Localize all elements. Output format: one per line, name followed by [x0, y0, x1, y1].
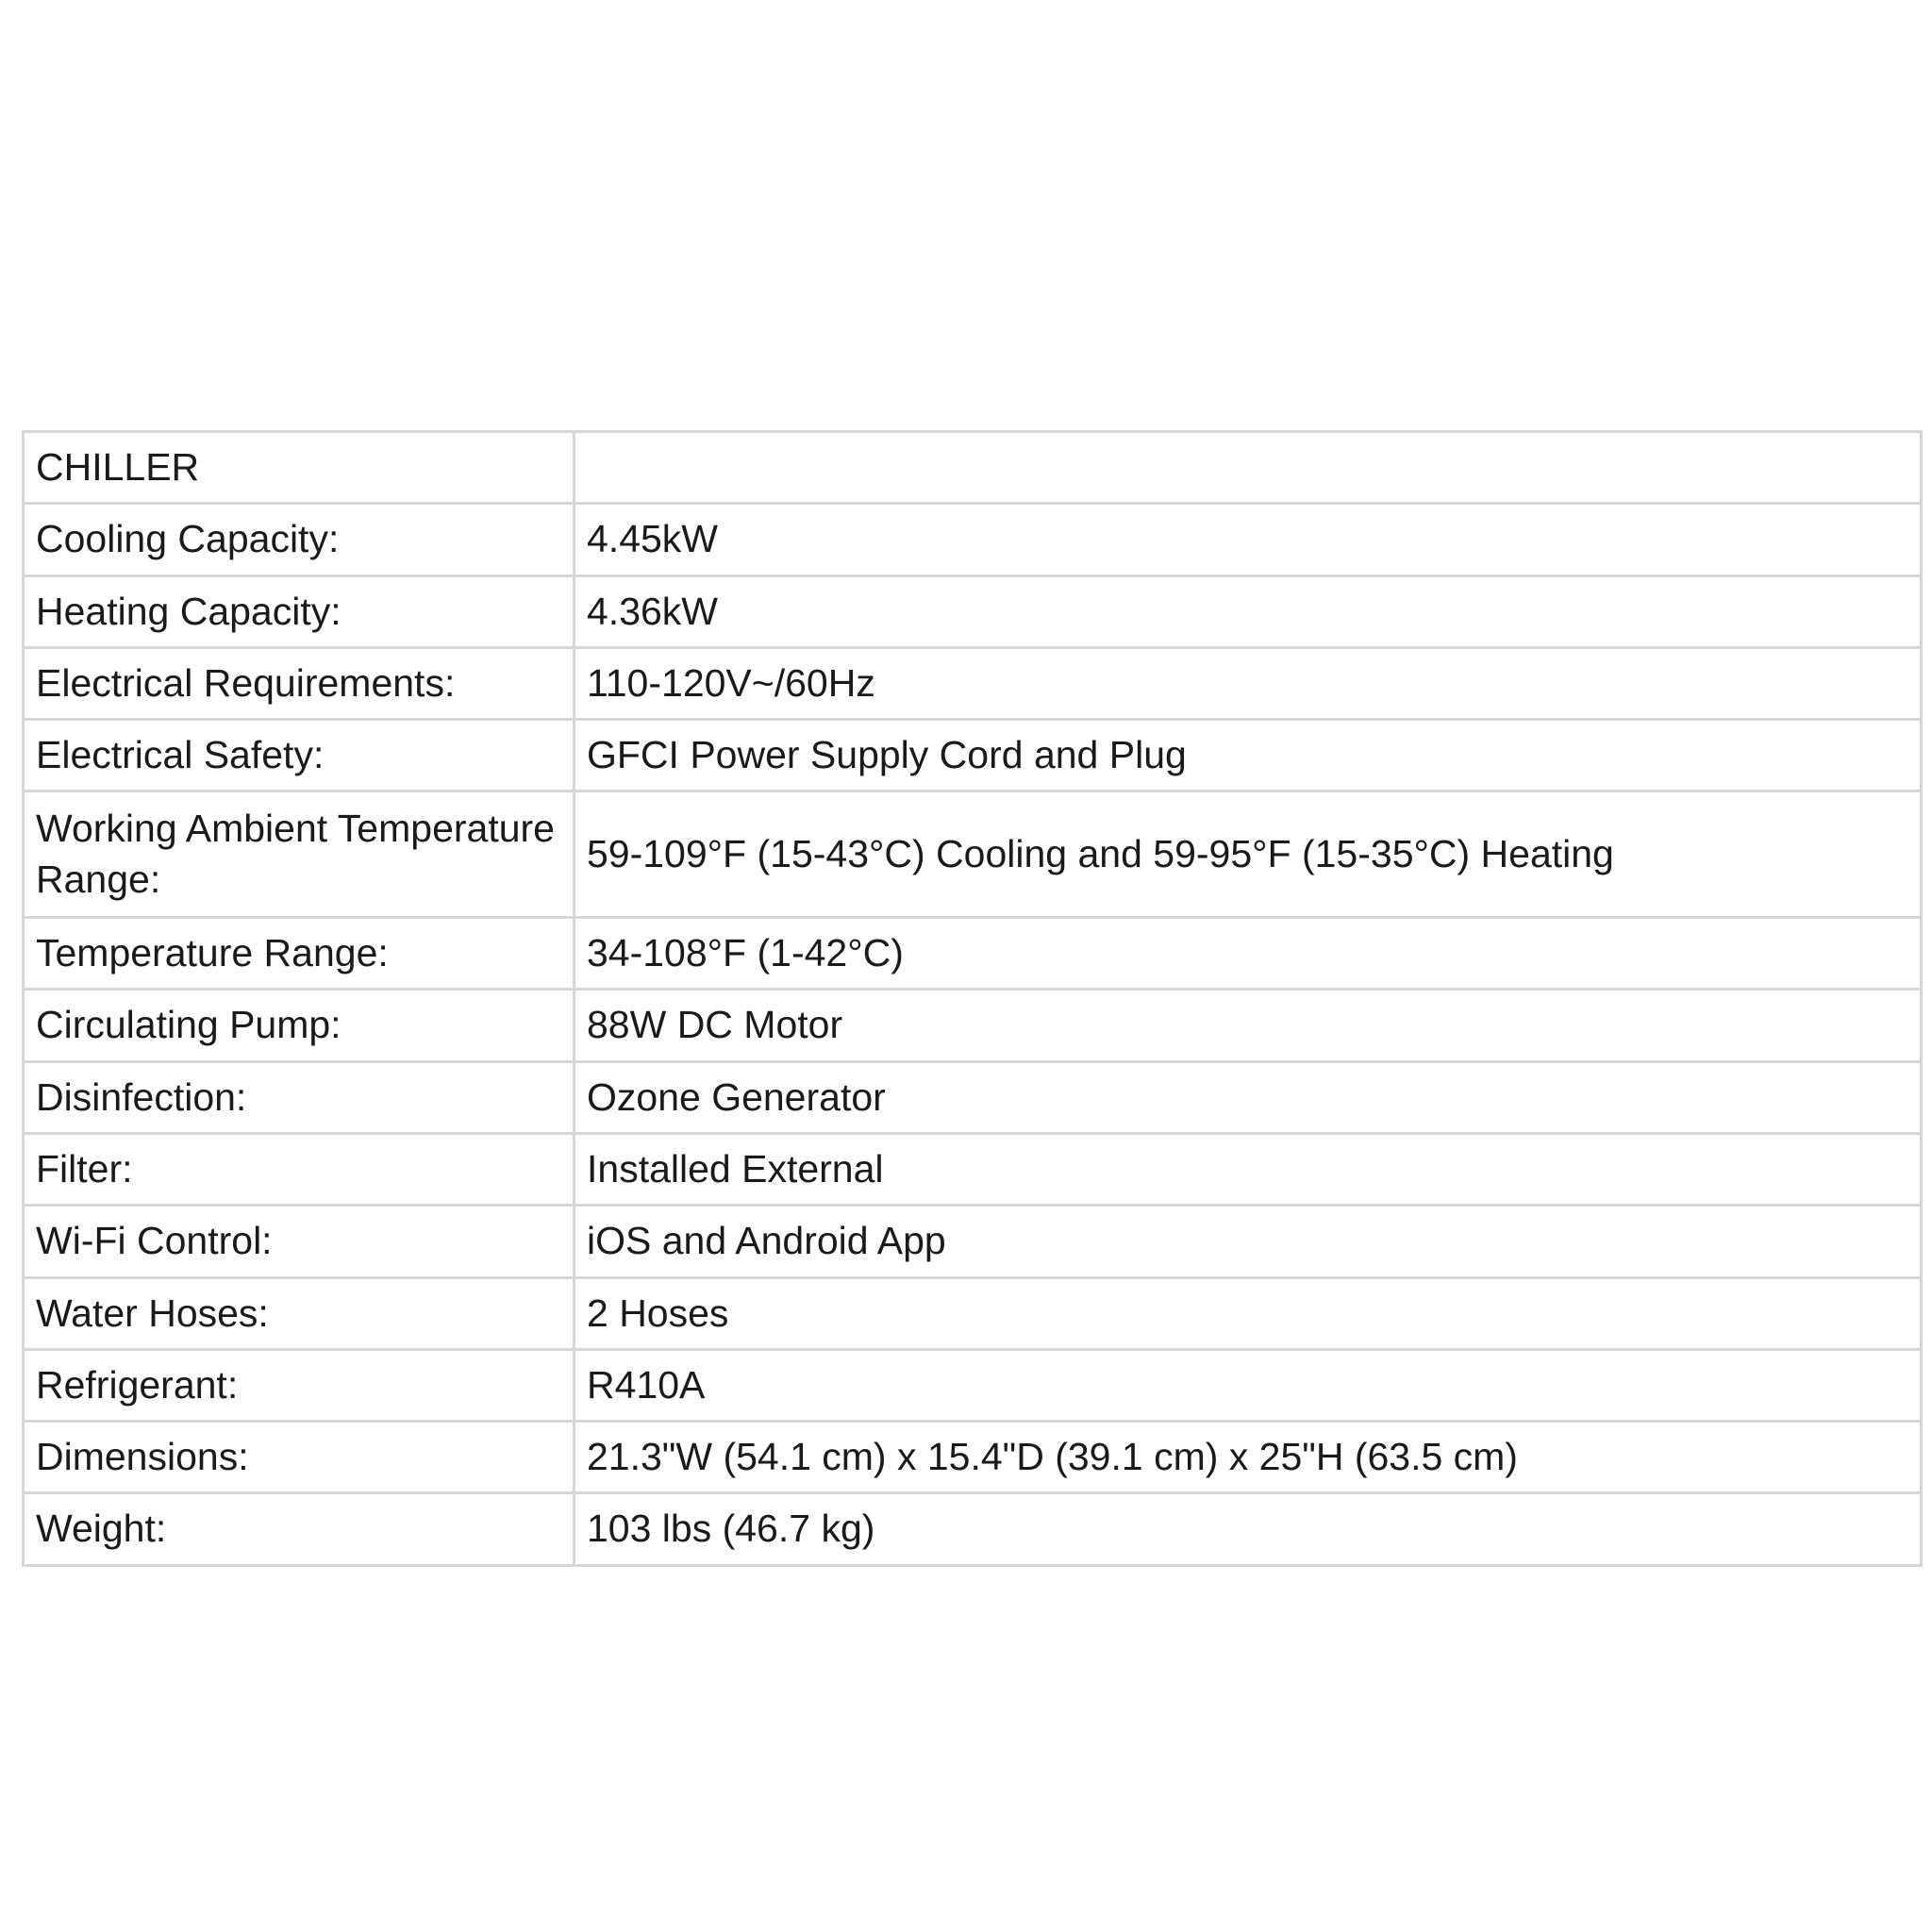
- spec-value: 103 lbs (46.7 kg): [575, 1493, 1922, 1565]
- table-title: CHILLER: [24, 432, 575, 504]
- table-row: [24, 1133, 1922, 1205]
- spec-value: iOS and Android App: [575, 1206, 1922, 1277]
- table-row: [24, 1349, 1922, 1421]
- spec-value: 88W DC Motor: [575, 990, 1922, 1061]
- spec-label: Electrical Requirements:: [24, 647, 575, 719]
- table-row: [24, 791, 1922, 918]
- spec-value: Installed External: [575, 1133, 1922, 1205]
- spec-value: R410A: [575, 1349, 1922, 1421]
- table-row: [24, 1422, 1922, 1493]
- spec-value: Ozone Generator: [575, 1061, 1922, 1133]
- spec-label: Temperature Range:: [24, 918, 575, 990]
- spec-label: Circulating Pump:: [24, 990, 575, 1061]
- spec-label: Disinfection:: [24, 1061, 575, 1133]
- table-row: [24, 1061, 1922, 1133]
- table-row: [24, 1206, 1922, 1277]
- spec-value: GFCI Power Supply Cord and Plug: [575, 720, 1922, 791]
- table-row: [24, 647, 1922, 719]
- spec-label: Refrigerant:: [24, 1349, 575, 1421]
- spec-label: Dimensions:: [24, 1422, 575, 1493]
- spec-label: Wi-Fi Control:: [24, 1206, 575, 1277]
- spec-value: 59-109°F (15-43°C) Cooling and 59-95°F (15-35°C) Heating: [575, 791, 1922, 918]
- spec-value: 2 Hoses: [575, 1277, 1922, 1349]
- table-row: [24, 918, 1922, 990]
- spec-label: Filter:: [24, 1133, 575, 1205]
- spec-value: 34-108°F (1-42°C): [575, 918, 1922, 990]
- table-row: [24, 1277, 1922, 1349]
- spec-table: [22, 430, 1923, 1567]
- spec-value: 4.36kW: [575, 575, 1922, 647]
- spec-value: 4.45kW: [575, 504, 1922, 575]
- table-title-value: [575, 432, 1922, 504]
- table-row: [24, 990, 1922, 1061]
- table-row: [24, 720, 1922, 791]
- table-row: [24, 1493, 1922, 1565]
- table-row: [24, 575, 1922, 647]
- spec-value: 21.3"W (54.1 cm) x 15.4"D (39.1 cm) x 25"H (63.5 cm): [575, 1422, 1922, 1493]
- spec-label: Heating Capacity:: [24, 575, 575, 647]
- spec-label: Working Ambient Temperature Range:: [24, 791, 575, 918]
- spec-value: 110-120V~/60Hz: [575, 647, 1922, 719]
- spec-label: Weight:: [24, 1493, 575, 1565]
- spec-label: Cooling Capacity:: [24, 504, 575, 575]
- spec-label: Water Hoses:: [24, 1277, 575, 1349]
- table-header-row: [24, 432, 1922, 504]
- spec-label: Electrical Safety:: [24, 720, 575, 791]
- table-row: [24, 504, 1922, 575]
